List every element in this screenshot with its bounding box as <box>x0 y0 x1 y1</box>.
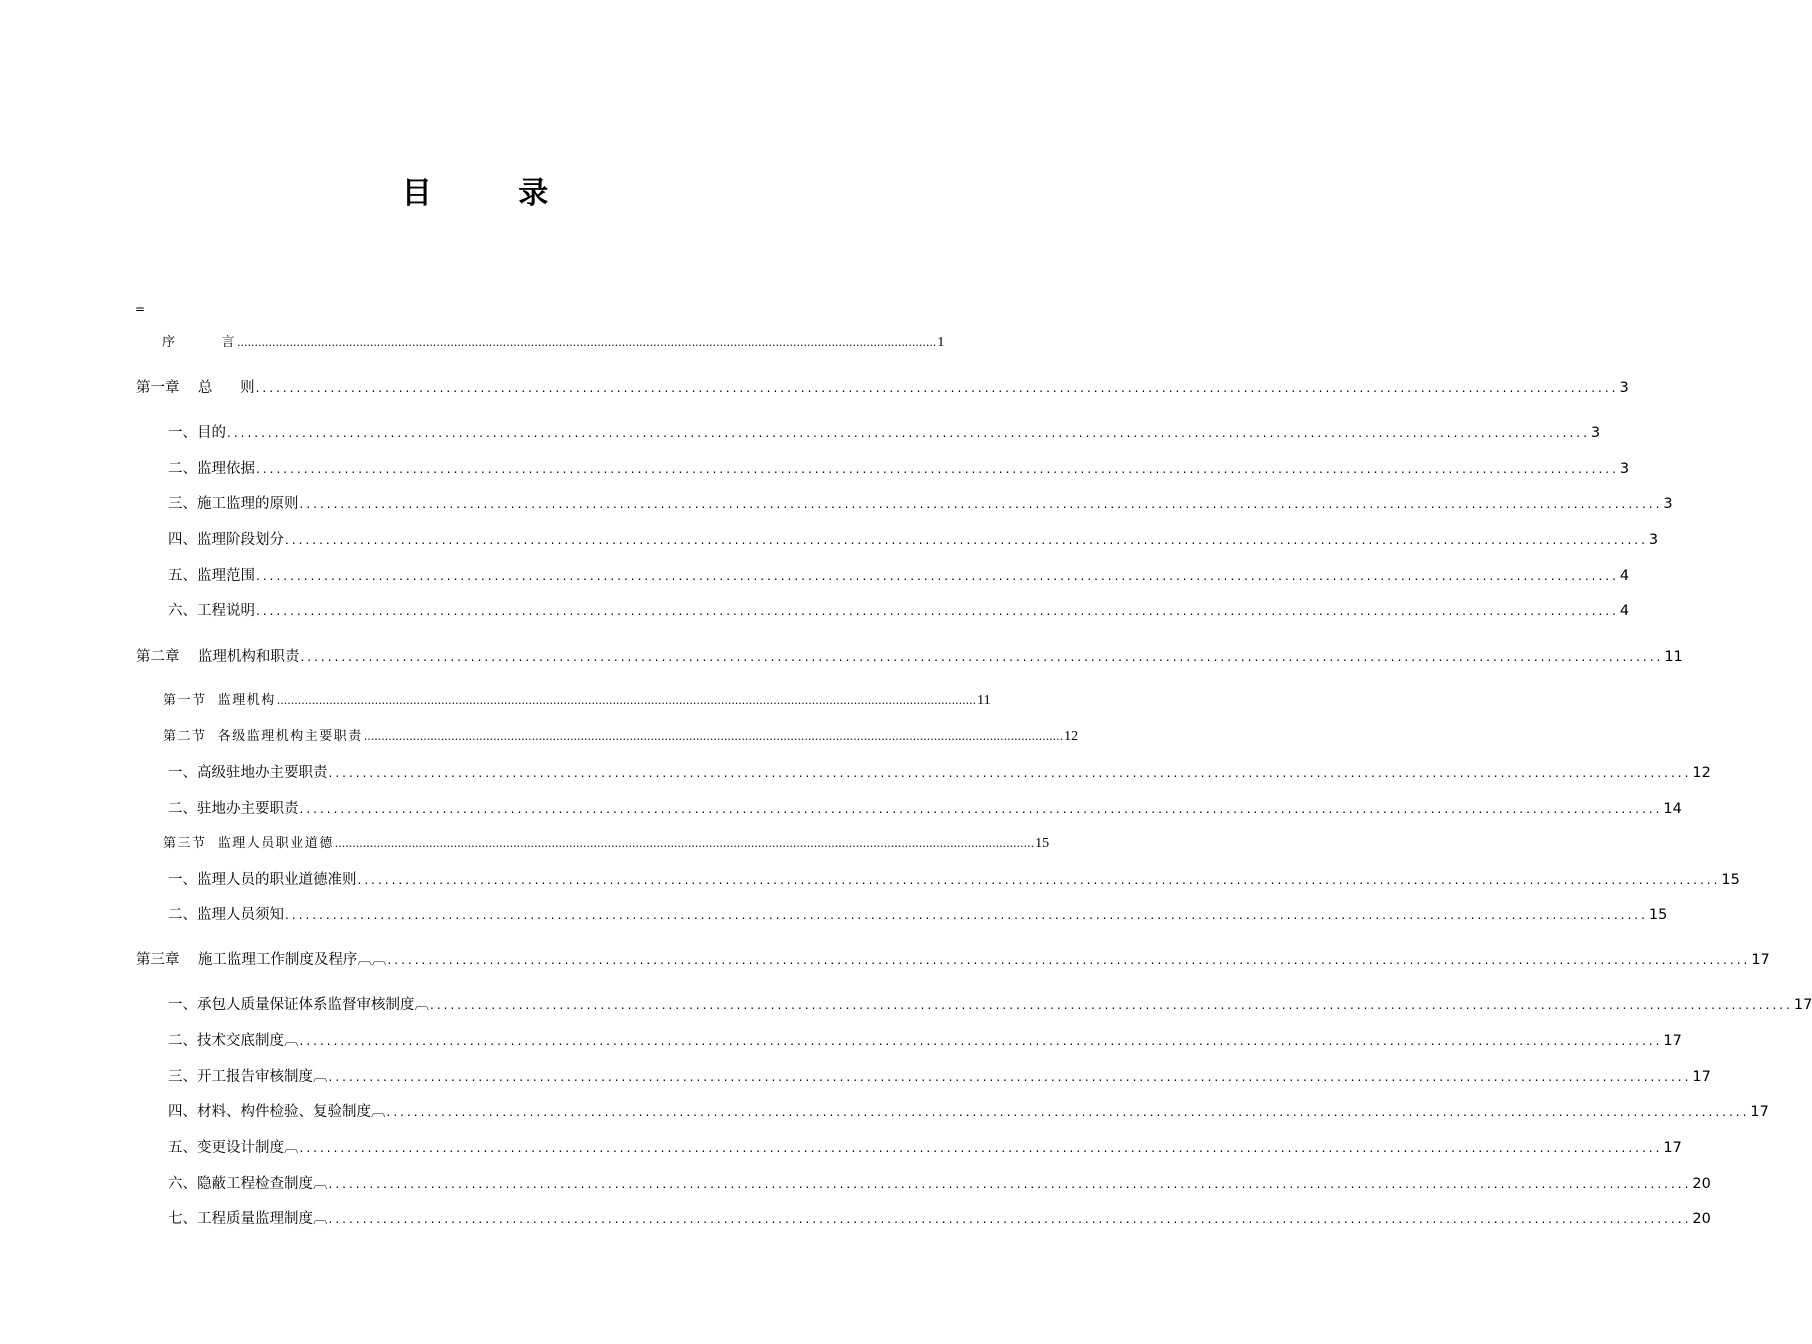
toc-entry-page: 3 <box>1663 496 1673 512</box>
toc-entry-page: 12 <box>1692 765 1711 781</box>
toc-entry-page: 17 <box>1750 1104 1769 1120</box>
toc-entry-label: 三、开工报告审核制度︹ <box>168 1069 328 1085</box>
toc-leader-dots: ........................................................................................................................................................................................................ <box>387 953 1751 967</box>
toc-entry-label: 五、变更设计制度︹ <box>168 1140 299 1156</box>
toc-entry-label: 四、监理阶段划分 <box>168 532 284 548</box>
toc-entry[interactable] <box>168 1065 1711 1086</box>
toc-entry[interactable] <box>163 689 991 709</box>
toc-entry-page: 3 <box>1648 532 1659 548</box>
toc-entry-page: 11 <box>1664 649 1683 665</box>
toc-leader-dots: ........................................................................................................................................................................................................ <box>363 730 1064 743</box>
toc-entry[interactable] <box>168 903 1668 924</box>
toc-leader-dots: ........................................................................................................................................................................................................ <box>328 1070 1692 1084</box>
toc-entry-label: 四、材料、构件检验、复验制度︹ <box>168 1104 386 1120</box>
toc-entry[interactable] <box>168 1100 1769 1121</box>
toc-entry-label: 第二章 监理机构和职责 <box>136 649 300 665</box>
equals-marker: = <box>135 302 146 316</box>
toc-entry-page: 17 <box>1793 997 1812 1013</box>
toc-entry-page: 4 <box>1619 603 1630 619</box>
toc-entry-page: 15 <box>1035 836 1050 851</box>
toc-leader-dots: ........................................................................................................................................................................................................ <box>328 1177 1692 1191</box>
toc-leader-dots: ........................................................................................................................................................................................................ <box>285 908 1648 922</box>
toc-entry-page: 3 <box>1619 380 1629 396</box>
toc-entry[interactable] <box>168 421 1601 442</box>
toc-entry-page: 12 <box>1064 729 1079 744</box>
toc-entry[interactable] <box>168 993 1812 1014</box>
toc-entry[interactable] <box>136 376 1629 397</box>
toc-entry[interactable] <box>136 645 1683 666</box>
toc-entry-label: 第一章 总 则 <box>136 380 255 396</box>
toc-entry-page: 4 <box>1619 568 1630 584</box>
toc-entry[interactable] <box>168 1136 1682 1157</box>
toc-entry-label: 一、目的 <box>168 425 226 441</box>
toc-leader-dots: ........................................................................................................................................................................................................ <box>299 1034 1663 1048</box>
toc-leader-dots: ........................................................................................................................................................................................................ <box>299 1141 1663 1155</box>
toc-entry[interactable] <box>168 761 1711 782</box>
toc-leader-dots: ........................................................................................................................................................................................................ <box>328 1212 1692 1226</box>
toc-leader-dots: ........................................................................................................................................................................................................ <box>237 336 937 349</box>
toc-entry-label: 二、驻地办主要职责 <box>168 801 299 817</box>
toc-entry[interactable] <box>168 599 1630 620</box>
toc-entry[interactable] <box>168 797 1682 818</box>
toc-entry[interactable] <box>162 331 945 351</box>
toc-entry-page: 17 <box>1692 1069 1711 1085</box>
toc-leader-dots: ........................................................................................................................................................................................................ <box>256 462 1619 476</box>
toc-entry-page: 17 <box>1663 1140 1682 1156</box>
page-title: 目 录 <box>401 176 587 211</box>
toc-entry[interactable] <box>168 492 1673 513</box>
toc-entry-page: 1 <box>937 335 945 350</box>
toc-leader-dots: ........................................................................................................................................................................................................ <box>334 837 1035 850</box>
toc-entry-label: 二、监理依据 <box>168 461 255 477</box>
toc-entry[interactable] <box>163 725 1079 745</box>
toc-entry-page: 11 <box>977 693 991 708</box>
toc-entry-label: 二、监理人员须知 <box>168 907 284 923</box>
toc-entry-label: 第三章 施工监理工作制度及程序︹︹ <box>136 952 387 968</box>
toc-entry-label: 一、高级驻地办主要职责 <box>168 765 328 781</box>
toc-leader-dots: ........................................................................................................................................................................................................ <box>299 497 1663 511</box>
toc-entry-page: 3 <box>1590 425 1601 441</box>
toc-leader-dots: ........................................................................................................................................................................................................ <box>276 694 977 707</box>
toc-leader-dots: ........................................................................................................................................................................................................ <box>430 998 1793 1012</box>
toc-leader-dots: ........................................................................................................................................................................................................ <box>285 533 1648 547</box>
toc-entry[interactable] <box>168 564 1630 585</box>
toc-leader-dots: ........................................................................................................................................................................................................ <box>386 1105 1750 1119</box>
toc-entry[interactable] <box>168 1172 1711 1193</box>
toc-entry-page: 20 <box>1692 1211 1711 1227</box>
toc-entry-page: 3 <box>1619 461 1630 477</box>
toc-entry-page: 14 <box>1663 801 1682 817</box>
toc-entry[interactable] <box>168 457 1630 478</box>
toc-entry-page: 20 <box>1692 1176 1711 1192</box>
toc-entry-label: 七、工程质量监理制度︹ <box>168 1211 328 1227</box>
toc-entry-label: 二、技术交底制度︹ <box>168 1033 299 1049</box>
toc-entry-label: 第一节 监理机构 <box>163 693 276 708</box>
toc-entry-label: 序 言 <box>162 335 237 350</box>
toc-entry-label: 第二节 各级监理机构主要职责 <box>163 729 363 744</box>
toc-leader-dots: ........................................................................................................................................................................................................ <box>357 873 1721 887</box>
toc-leader-dots: ........................................................................................................................................................................................................ <box>256 604 1619 618</box>
toc-entry-page: 15 <box>1648 907 1668 923</box>
toc-leader-dots: ........................................................................................................................................................................................................ <box>255 381 1619 395</box>
toc-entry[interactable] <box>136 948 1770 969</box>
toc-leader-dots: ........................................................................................................................................................................................................ <box>328 766 1692 780</box>
toc-leader-dots: ........................................................................................................................................................................................................ <box>227 426 1590 440</box>
toc-entry[interactable] <box>168 1207 1711 1228</box>
toc-entry-label: 三、施工监理的原则 <box>168 496 299 512</box>
toc-entry-label: 一、承包人质量保证体系监督审核制度︹ <box>168 997 429 1013</box>
toc-entry-label: 六、隐蔽工程检查制度︹ <box>168 1176 328 1192</box>
toc-leader-dots: ........................................................................................................................................................................................................ <box>300 650 1664 664</box>
toc-entry[interactable] <box>168 868 1740 889</box>
toc-entry-label: 第三节 监理人员职业道德 <box>163 836 334 851</box>
toc-entry-label: 一、监理人员的职业道德准则 <box>168 872 357 888</box>
toc-entry[interactable] <box>168 1029 1682 1050</box>
toc-leader-dots: ........................................................................................................................................................................................................ <box>256 569 1619 583</box>
toc-entry-label: 六、工程说明 <box>168 603 255 619</box>
toc-entry-page: 15 <box>1721 872 1740 888</box>
toc-entry-label: 五、监理范围 <box>168 568 255 584</box>
toc-entry-page: 17 <box>1663 1033 1682 1049</box>
toc-leader-dots: ........................................................................................................................................................................................................ <box>299 802 1663 816</box>
toc-entry-page: 17 <box>1751 952 1770 968</box>
toc-entry[interactable] <box>168 528 1659 549</box>
toc-entry[interactable] <box>163 832 1050 852</box>
